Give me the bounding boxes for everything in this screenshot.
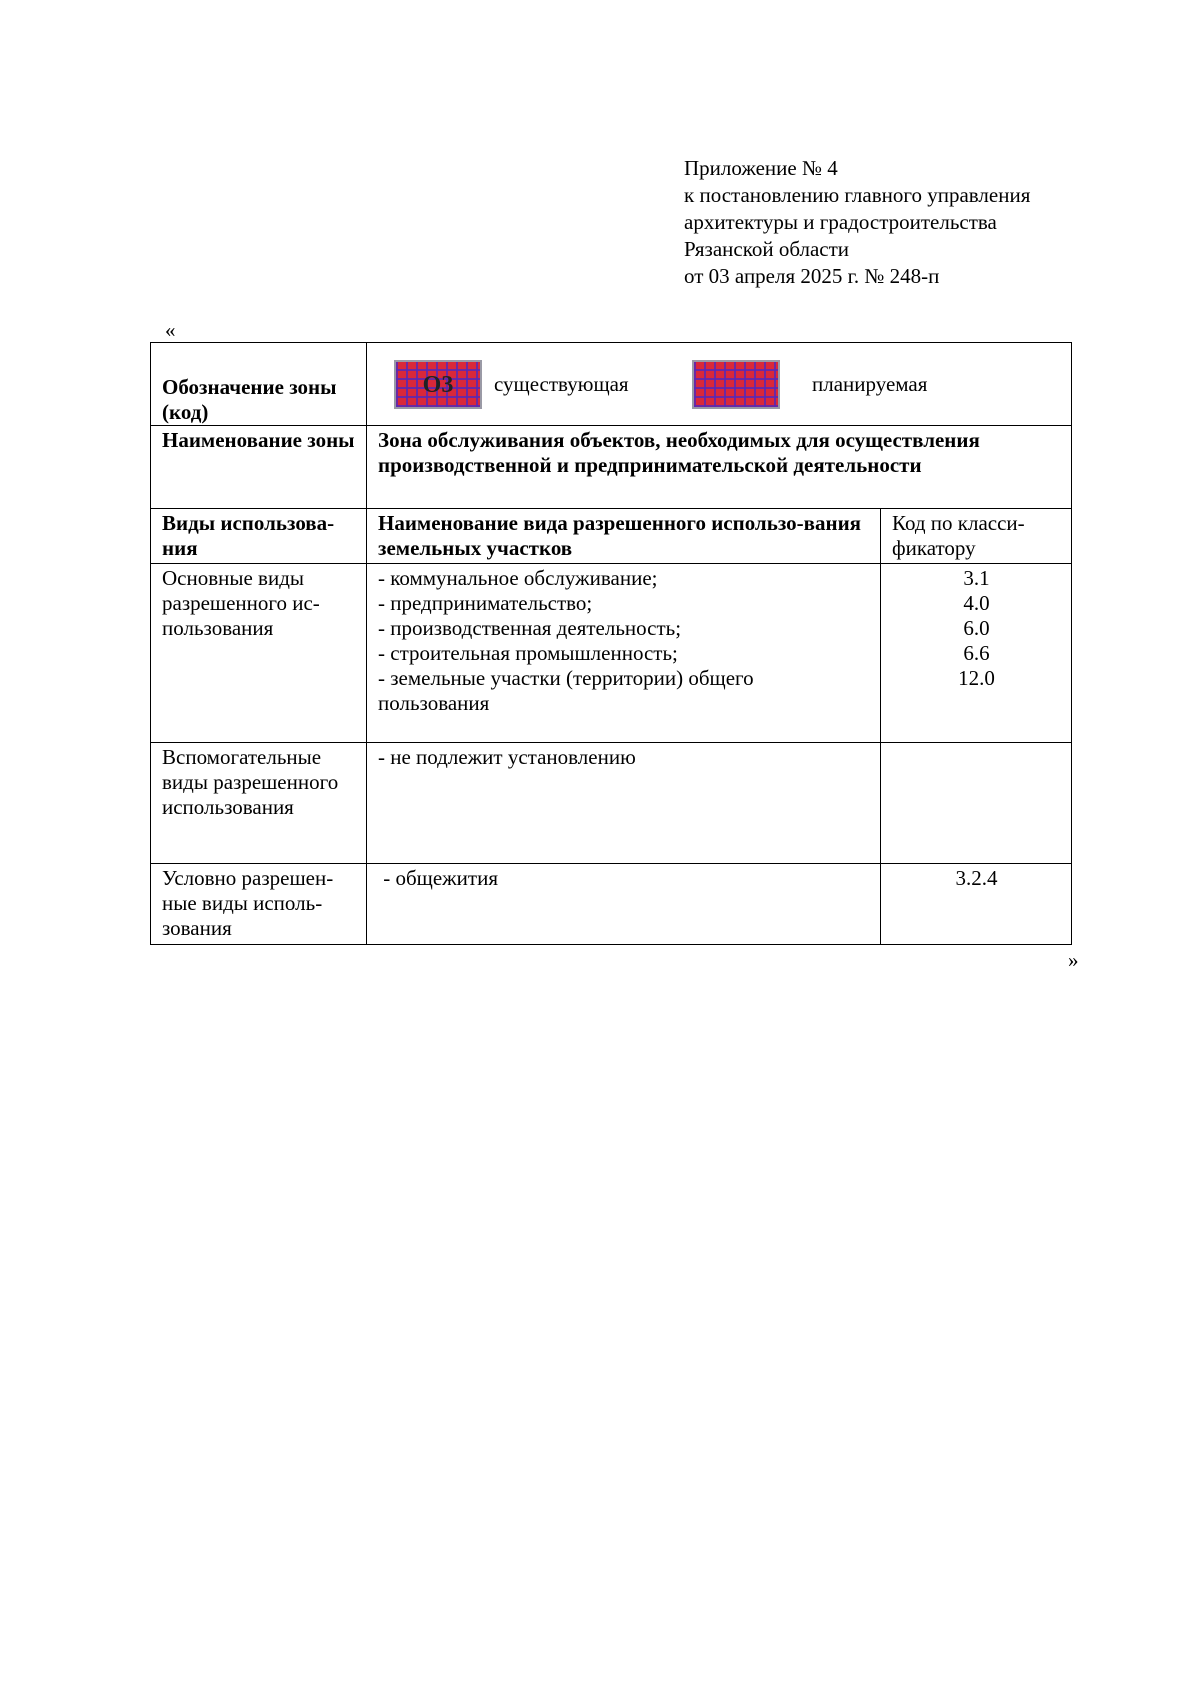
aux-uses-row [151,743,1072,864]
closing-quote: » [1068,948,1079,972]
aux-uses-item: - не подлежит установлению [367,743,881,864]
zone-code-label: Обозначение зоны (код) [151,343,367,426]
main-uses-list [367,564,881,743]
zone-name-row [151,426,1072,509]
main-uses-row [151,564,1072,743]
main-uses-codes [881,564,1072,743]
conditional-uses-code: 3.2.4 [881,864,1072,945]
conditional-uses-label: Условно разрешен-ные виды исполь-зования [151,864,367,945]
header-line: Приложение № 4 [684,156,838,180]
classifier-code: 6.6 [963,641,990,665]
aux-uses-code [881,743,1072,864]
column-header-row [151,509,1072,564]
header-line: к постановлению главного управления [684,183,1031,207]
col-head-uses: Виды использова-ния [151,509,367,564]
planned-zone-swatch [692,360,780,409]
existing-zone-swatch [394,360,482,409]
list-item: - коммунальное обслуживание; [378,566,658,590]
header-line: Рязанской области [684,237,850,261]
main-uses-label: Основные виды разрешенного ис-пользования [151,564,367,743]
classifier-code: 12.0 [958,666,995,690]
zone-legend-cell [367,343,1072,426]
aux-uses-label: Вспомогательные виды разрешенного использования [151,743,367,864]
list-item: - производственная деятельность; [378,616,682,640]
appendix-header [684,155,1030,290]
zone-code-text: О3 [422,372,454,398]
list-item: - земельные участки (территории) общего пользования [378,666,754,715]
opening-quote: « [165,318,176,342]
legend-existing-label: существующая [494,372,629,396]
list-item: - предпринимательство; [378,591,593,615]
zone-name: Зона обслуживания объектов, необходимых для осуществления производственной и предпринимательской деятельности [367,426,1072,509]
col-head-code: Код по класси-фикатору [881,509,1072,564]
conditional-uses-item: - общежития [367,864,881,945]
conditional-uses-row [151,864,1072,945]
classifier-code: 6.0 [963,616,990,640]
classifier-code: 4.0 [963,591,990,615]
col-head-name: Наименование вида разрешенного использо-вания земельных участков [367,509,881,564]
list-item: - строительная промышленность; [378,641,678,665]
zone-table [150,342,1072,945]
zone-code-row [151,343,1072,426]
classifier-code: 3.1 [963,566,990,590]
zone-name-label: Наименование зоны [151,426,367,509]
header-line: от 03 апреля 2025 г. № 248-п [684,264,940,288]
legend-planned-label: планируемая [812,372,928,396]
header-line: архитектуры и градостроительства [684,210,997,234]
